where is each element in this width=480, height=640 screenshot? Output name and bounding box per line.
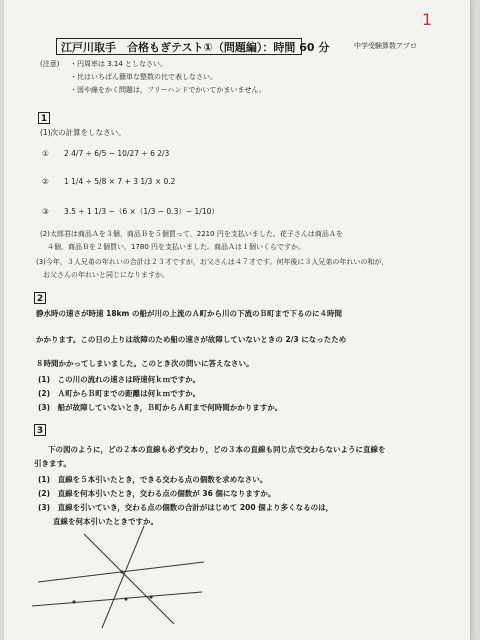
publisher-name: 中学受験算数アプロ	[354, 42, 417, 50]
calc-label: ②	[42, 177, 49, 186]
note-item: ・図や線をかく問題は，フリーハンドでかいてかまいません。	[70, 86, 266, 94]
question-text: 静水時の速さが時速 18km の船が川の上流のＡ町から川の下流のＢ町まで下るのに４時間	[36, 309, 342, 318]
calc-expression: 3.5 ÷ 1 1/3 −（6 ×（1/3 − 0.3）− 1/10）	[64, 207, 219, 216]
question-text: (1) この川の流れの速さは時速何ｋｍですか。	[38, 375, 201, 384]
question-text: (2)太郎君は商品Ａを３個，商品Ｂを５個買って，2210 円を支払いました。花子さんは商品Ａを	[40, 230, 343, 238]
intersecting-lines-figure	[24, 520, 224, 630]
question-text: ４個，商品Ｂを２個買い，1780 円を支払いました。商品Ａは１個いくらですか。	[40, 243, 305, 251]
figure-line	[102, 526, 144, 628]
figure-line	[32, 592, 202, 606]
page-title: 江戸川取手 合格もぎテスト①（問題編）：時間 60 分	[56, 38, 302, 55]
question-text: (1) 直線を５本引いたとき，できる交わる点の個数を求めなさい。	[38, 475, 268, 484]
calc-label: ③	[42, 207, 49, 216]
section-number-1: 1	[38, 112, 50, 124]
intersection-point	[120, 570, 123, 573]
intersection-point	[149, 595, 152, 598]
question-text: 直線を何本引いたときですか。	[38, 517, 158, 526]
section-number-3: 3	[34, 424, 46, 436]
notes-label: (注意)	[40, 60, 60, 68]
worksheet-page	[4, 0, 470, 640]
question-text: (3) 直線を引いていき，交わる点の個数の合計がはじめて 200 個より多くなるのは，	[38, 503, 334, 512]
question-text: (2) 直線を何本引いたとき，交わる点の個数が 36 個になりますか。	[38, 489, 276, 498]
calc-expression: 1 1/4 ÷ 5/8 × 7 + 3 1/3 × 0.2	[64, 177, 176, 186]
calc-label: ①	[42, 149, 49, 158]
question-text: (3) 船が故障していないとき，Ｂ町からＡ町まで何時間かかりますか。	[38, 403, 283, 412]
question-text: 下の図のように，どの２本の直線も必ず交わり，どの３本の直線も同じ点で交わらないように直線を	[48, 445, 386, 454]
question-text: 引きます。	[34, 459, 71, 468]
question-text: ８時間かかってしまいました。このとき次の問いに答えなさい。	[36, 359, 254, 368]
intersection-point	[72, 600, 75, 603]
question-intro: (1)次の計算をしなさい。	[40, 128, 126, 137]
question-text: お父さんの年れいと同じになりますか。	[36, 271, 169, 279]
question-text: (3)今年，３人兄弟の年れいの合計は２３才ですが，お父さんは４７才です。何年後に３人兄弟の年れいの和が，	[36, 258, 389, 266]
page-number: 1	[422, 10, 433, 29]
calc-expression: 2 4/7 ÷ 6/5 − 10/27 ÷ 6 2/3	[64, 149, 170, 158]
figure-line	[84, 534, 174, 624]
question-text: (2) Ａ町からＢ町までの距離は何ｋｍですか。	[38, 389, 201, 398]
intersection-point	[124, 597, 127, 600]
note-item: ・比はいちばん簡単な整数の比で表しなさい。	[70, 73, 217, 81]
note-item: ・円周率は 3.14 としなさい。	[70, 60, 168, 68]
section-number-2: 2	[34, 292, 46, 304]
question-text: かかります。この日の上りは故障のため船の速さが故障していないときの 2/3 になったため	[36, 335, 347, 344]
